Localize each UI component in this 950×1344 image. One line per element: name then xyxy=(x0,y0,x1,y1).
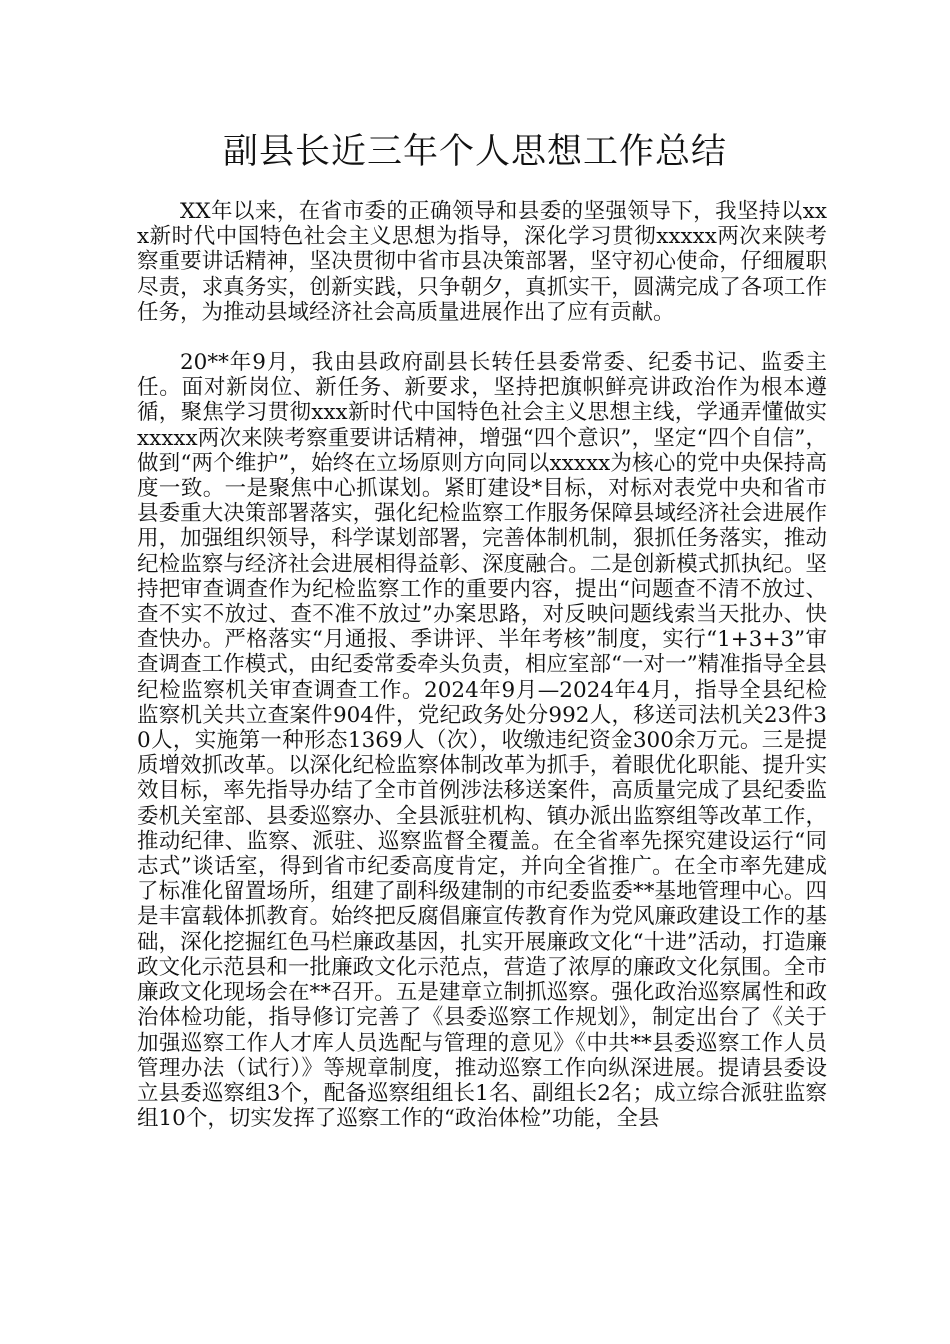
paragraph-work-summary: 20**年9月，我由县政府副县长转任县委常委、纪委书记、监委主任。面对新岗位、新任务、新要求，坚持把旗帜鲜亮讲政治作为根本遵循，聚焦学习贯彻xxx新时代中国特色社会主义思想主线，学通弄懂做实xxxxx两次来陕考察重要讲话精神，增强“四个意识”，坚定“四个自信”，做到“两个维护”，始终在立场原则方向同以xxxxx为核心的党中央保持高度一致。一是聚焦中心抓谋划。紧盯建设*目标，对标对表党中央和省市县委重大决策部署落实，强化纪检监察工作服务保障县域经济社会进展作用，加强组织领导，科学谋划部署，完善体制机制，狠抓任务落实，推动纪检监察与经济社会进展相得益彰、深度融合。二是创新模式抓执纪。坚持把审查调查作为纪检监察工作的重要内容，提出“问题查不清不放过、查不实不放过、查不准不放过”办案思路，对反映问题线索当天批办、快查快办。严格落实“月通报、季讲评、半年考核”制度，实行“1+3+3”审查调查工作模式，由纪委常委牵头负责，相应室部“一对一”精准指导全县纪检监察机关审查调查工作。2024年9月—2024年4月，指导全县纪检监察机关共立查案件904件，党纪政务处分992人，移送司法机关23件30人，实施第一种形态1369人（次），收缴违纪资金300余万元。三是提质增效抓改革。以深化纪检监察体制改革为抓手，着眼优化职能、提升实效目标，率先指导办结了全市首例涉法移送案件，高质量完成了县纪委监委机关室部、县委巡察办、全县派驻机构、镇办派出监察组等改革工作，推动纪律、监察、派驻、巡察监督全覆盖。在全省率先探究建设运行“同志式”谈话室，得到省市纪委高度肯定，并向全省推广。在全市率先建成了标准化留置场所，组建了副科级建制的市纪委监委**基地管理中心。四是丰富载体抓教育。始终把反腐倡廉宣传教育作为党风廉政建设工作的基础，深化挖掘红色马栏廉政基因，扎实开展廉政文化“十进”活动，打造廉政文化示范县和一批廉政文化示范点，营造了浓厚的廉政文化氛围。全市廉政文化现场会在**召开。五是建章立制抓巡察。强化政治巡察属性和政治体检功能，指导修订完善了《县委巡察工作规划》，制定出台了《关于加强巡察工作人才库人员选配与管理的意见》《中共**县委巡察工作人员管理办法（试行）》等规章制度，推动巡察工作向纵深进展。提请县委设立县委巡察组3个，配备巡察组组长1名、副组长2名；成立综合派驻监察组10个，切实发挥了巡察工作的“政治体检”功能，全县 xyxy=(137,350,827,1132)
document-body xyxy=(137,199,827,1131)
paragraph-intro: XX年以来，在省市委的正确领导和县委的坚强领导下，我坚持以xxx新时代中国特色社会主义思想为指导，深化学习贯彻xxxxx两次来陕考察重要讲话精神，坚决贯彻中省市县决策部署，坚守初心使命，仔细履职尽责，求真务实，创新实践，只争朝夕，真抓实干，圆满完成了各项工作任务，为推动县域经济社会高质量进展作出了应有贡献。 xyxy=(137,199,827,325)
document-title: 副县长近三年个人思想工作总结 xyxy=(222,132,727,172)
